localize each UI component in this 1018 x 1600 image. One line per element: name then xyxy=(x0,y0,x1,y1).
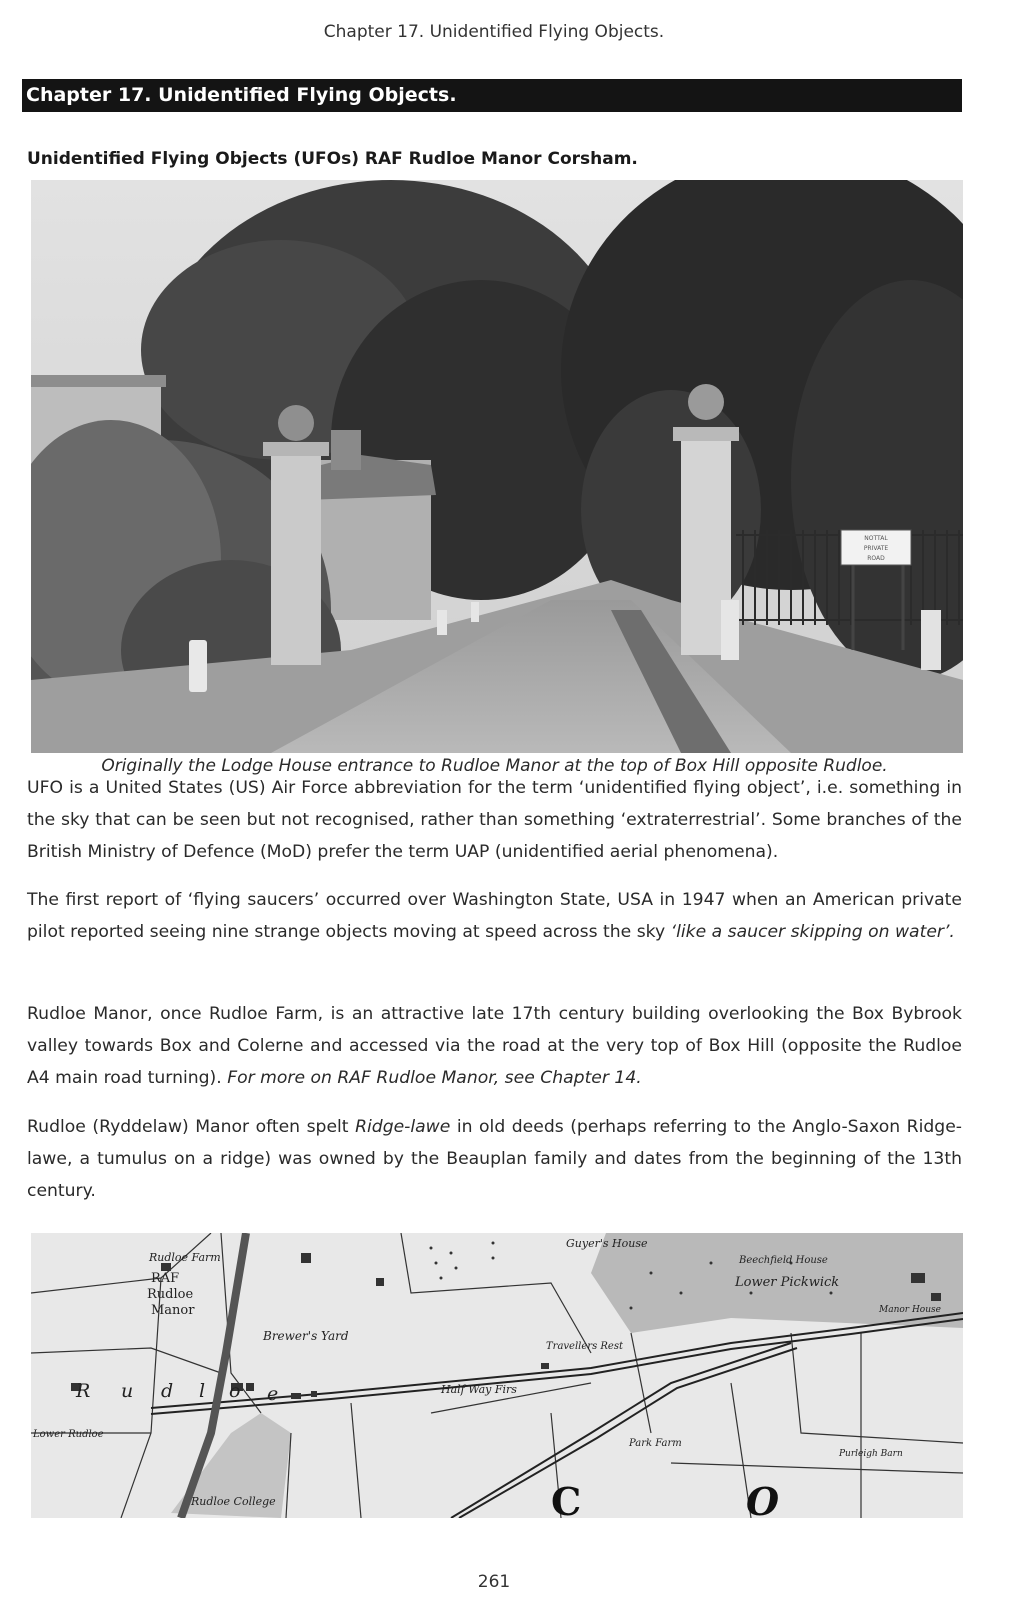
paragraph-ryddelaw-text-a: Rudloe (Ryddelaw) Manor often spelt xyxy=(27,1117,356,1137)
paragraph-ryddelaw xyxy=(27,1111,962,1207)
paragraph-rudloe-manor xyxy=(27,998,962,1094)
map-label-guyers-house: Guyer's House xyxy=(566,1237,648,1250)
map-label-rudloe-college: Rudloe College xyxy=(191,1495,276,1508)
paragraph-ryddelaw-italic: Ridge-lawe xyxy=(355,1117,451,1137)
sign-text-3: ROAD xyxy=(867,555,885,562)
ordnance-survey-map xyxy=(31,1233,963,1518)
map-label-purleigh-barn: Purleigh Barn xyxy=(839,1449,903,1459)
map-label-half-way-firs: Half Way Firs xyxy=(441,1383,517,1396)
map-label-l: l xyxy=(199,1380,206,1402)
page-number: 261 xyxy=(477,1572,511,1592)
paragraph-ryddelaw-text-b: in old deeds (perhaps referring to the Anglo-Saxon Ridge-lawe, a tumulus on a ridge) was owned by the Beauplan family and dates from the beginning of the 13th century. xyxy=(27,1117,962,1201)
map-label-d: d xyxy=(161,1380,174,1402)
paragraph-flying-saucers-quote: ‘like a saucer skipping on water’. xyxy=(670,922,955,942)
map-label-travellers-rest: Travellers Rest xyxy=(546,1341,623,1352)
paragraph-flying-saucers xyxy=(27,884,962,948)
chapter-title-bar: Chapter 17. Unidentified Flying Objects. xyxy=(22,79,962,112)
map-label-u: u xyxy=(121,1380,134,1402)
map-label-manor-house: Manor House xyxy=(879,1305,941,1315)
map-label-lower-pickwick: Lower Pickwick xyxy=(735,1275,840,1290)
map-label-raf: RAF xyxy=(151,1271,180,1286)
map-label-o: o xyxy=(229,1380,241,1402)
map-label-lower-rudloe: Lower Rudloe xyxy=(33,1429,104,1440)
map-label-brewers-yard: Brewer's Yard xyxy=(263,1329,349,1343)
map-label-rudloe-farm: Rudloe Farm xyxy=(149,1251,221,1264)
map-label-beechfield-house: Beechfield House xyxy=(739,1255,828,1266)
map-label-e: e xyxy=(267,1383,279,1405)
paragraph-flying-saucers-text: The first report of ‘flying saucers’ occurred over Washington State, USA in 1947 when an American private pilot reported seeing nine strange objects moving at speed across the sky xyxy=(27,890,962,942)
sign-text-2: PRIVATE xyxy=(863,545,889,552)
paragraph-rudloe-manor-text: Rudloe Manor, once Rudloe Farm, is an attractive late 17th century building overlooking the Box Bybrook valley towards Box and Colerne and accessed via the road at the very top of Box Hill (opposite the Rudloe A4 main road turning). xyxy=(27,1004,962,1088)
sign-text-1: NOTTAL xyxy=(864,535,888,542)
map-letter-c: C xyxy=(551,1479,582,1518)
running-head: Chapter 17. Unidentified Flying Objects. xyxy=(323,22,665,42)
paragraph-ufo-definition: UFO is a United States (US) Air Force abbreviation for the term ‘unidentified flying object’, i.e. something in the sky that can be seen but not recognised, rather than something ‘extraterrestrial’. Some branches of the British Ministry of Defence (MoD) prefer the term UAP (unidentified aerial phenomena). xyxy=(27,778,962,862)
paragraph-rudloe-manor-reference: For more on RAF Rudloe Manor, see Chapter 14. xyxy=(227,1068,642,1088)
photo-caption: Originally the Lodge House entrance to Rudloe Manor at the top of Box Hill opposite Rudloe. xyxy=(101,756,888,776)
map-letter-o: O xyxy=(746,1479,780,1518)
map-label-rudloe: Rudloe xyxy=(147,1287,194,1302)
map-label-manor: Manor xyxy=(151,1303,195,1318)
section-heading: Unidentified Flying Objects (UFOs) RAF Rudloe Manor Corsham. xyxy=(27,149,638,169)
lodge-house-photo xyxy=(31,180,963,753)
map-label-park-farm: Park Farm xyxy=(629,1438,682,1449)
map-label-r: R xyxy=(76,1380,91,1402)
